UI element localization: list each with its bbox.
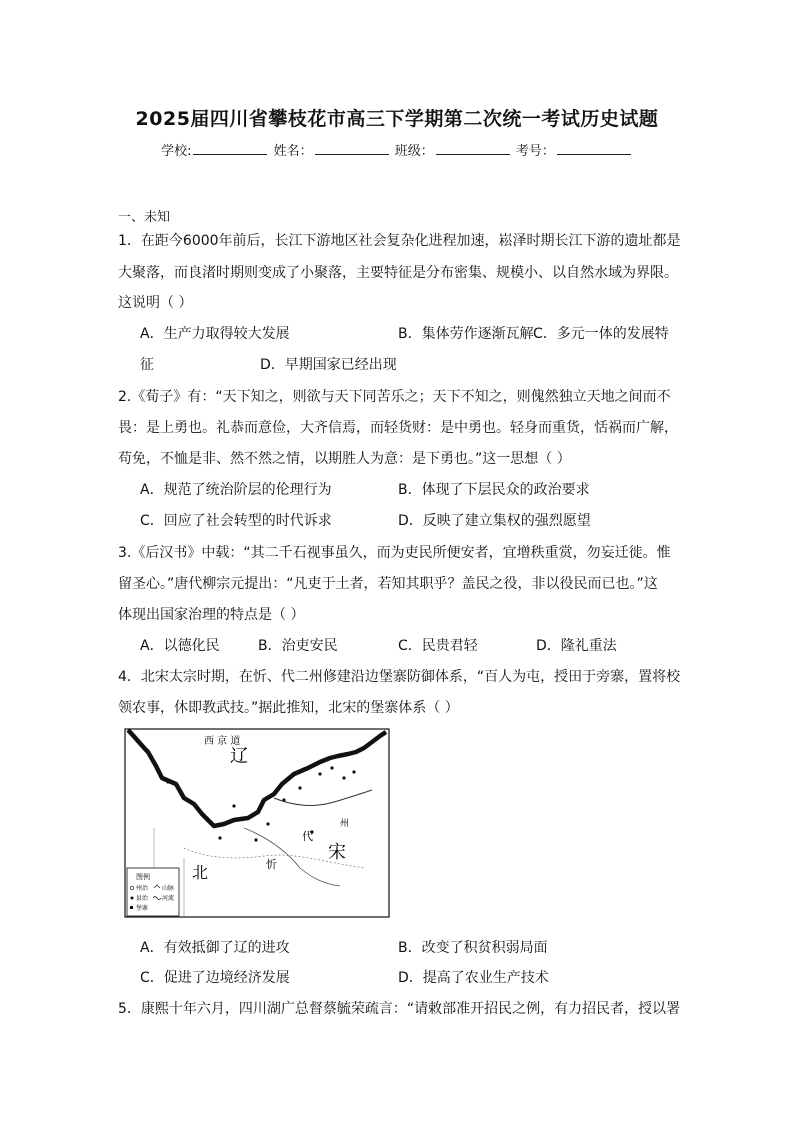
school-blank[interactable] [193, 142, 267, 155]
section-heading: 一、未知 [118, 210, 171, 225]
q3-line1: 3.《后汉书》中载：“其二千石视事虽久，而为吏民所便安者，宜增秩重赏，勿妄迁徙。惟 [118, 545, 671, 561]
map-label-zhou: 州 [340, 819, 350, 829]
q2-option-b[interactable]: B．体现了下层民众的政治要求 [398, 482, 590, 498]
q3-option-c[interactable]: C．民贵君轻 [398, 638, 478, 654]
page-title: 2025届四川省攀枝花市高三下学期第二次统一考试历史试题 [135, 108, 659, 130]
map-label-xin: 忻 [266, 858, 277, 871]
q2-option-c[interactable]: C．回应了社会转型的时代诉求 [140, 513, 332, 529]
name-label: 姓名： [273, 144, 313, 159]
q2-option-a[interactable]: A．规范了统治阶层的伦理行为 [140, 482, 332, 498]
legend-item-3: 山脉 [162, 885, 175, 892]
q1-line3: 这说明（ ） [118, 295, 193, 311]
class-label: 班级： [394, 144, 434, 159]
student-info-row [0, 140, 794, 159]
class-blank[interactable] [436, 142, 510, 155]
q1-line1: 1．在距今6000年前后，长江下游地区社会复杂化进程加速，崧泽时期长江下游的遗址都是 [118, 233, 681, 249]
school-label: 学校: [161, 144, 192, 159]
map-label-bei: 北 [192, 863, 209, 882]
q1-option-c[interactable]: C．多元一体的发展特 [533, 326, 669, 342]
q3-option-a[interactable]: A．以德化民 [140, 638, 220, 654]
map-label-xijingdao: 西 京 道 [204, 736, 241, 747]
exam-no-label: 考号： [515, 144, 555, 159]
q4-option-a[interactable]: A．有效抵御了辽的进攻 [140, 940, 290, 956]
q2-line2: 畏：是上勇也。礼恭而意俭，大齐信焉，而轻货财：是中勇也。轻身而重货，恬祸而广解， [118, 420, 678, 436]
map-legend-box [127, 868, 179, 916]
q3-option-b[interactable]: B．治吏安民 [258, 638, 338, 654]
legend-title: 图例 [136, 873, 150, 881]
q4-line1: 4．北宋太宗时期，在忻、代二州修建沿边堡寨防御体系，“百人为屯，授田于旁寨，置将校 [118, 669, 681, 685]
q3-option-d[interactable]: D．隆礼重法 [536, 638, 617, 654]
q1-option-a[interactable]: A．生产力取得较大发展 [140, 326, 290, 342]
q1-line2: 大聚落，而良渚时期则变成了小聚落，主要特征是分布密集、规模小、以自然水域为界限。 [118, 265, 678, 281]
exam-no-blank[interactable] [557, 142, 631, 155]
legend-item-0: 州治 [136, 885, 149, 892]
northern-song-map [124, 728, 390, 918]
legend-item-4: 河流 [162, 895, 175, 902]
q1-option-c-cont: 征 [140, 357, 154, 373]
name-blank[interactable] [315, 142, 389, 155]
q4-line2: 领农事，休即教武技。”据此推知，北宋的堡寨体系（ ） [118, 700, 459, 716]
q4-option-b[interactable]: B．改变了积贫积弱局面 [398, 940, 548, 956]
q3-line3: 体现出国家治理的特点是（ ） [118, 607, 305, 623]
q5-line1: 5．康熙十年六月，四川湖广总督蔡毓荣疏言：“请敕部准开招民之例，有力招民者，授以署 [118, 1001, 681, 1017]
map-label-dai: 代 [302, 830, 313, 843]
map-label-song: 宋 [328, 842, 346, 863]
q2-line3: 苟免，不恤是非、然不然之情，以期胜人为意：是下勇也。”这一思想（ ） [118, 451, 571, 467]
legend-item-2: 堡寨 [136, 905, 149, 912]
q4-option-c[interactable]: C．促进了边境经济发展 [140, 970, 290, 986]
q2-line1: 2.《荀子》有：“天下知之，则欲与天下同苦乐之；天下不知之，则傀然独立天地之间而不 [118, 389, 671, 405]
legend-item-1: 县治 [136, 895, 149, 902]
q3-line2: 留圣心。”唐代柳宗元提出：“凡吏于土者，若知其职乎？盖民之役，非以役民而已也。”这 [118, 576, 658, 592]
map-label-liao: 辽 [230, 746, 248, 767]
q2-option-d[interactable]: D．反映了建立集权的强烈愿望 [398, 513, 591, 529]
q1-option-b[interactable]: B．集体劳作逐渐瓦解 [398, 326, 534, 342]
q4-option-d[interactable]: D．提高了农业生产技术 [398, 970, 549, 986]
q1-option-d[interactable]: D．早期国家已经出现 [260, 357, 397, 373]
